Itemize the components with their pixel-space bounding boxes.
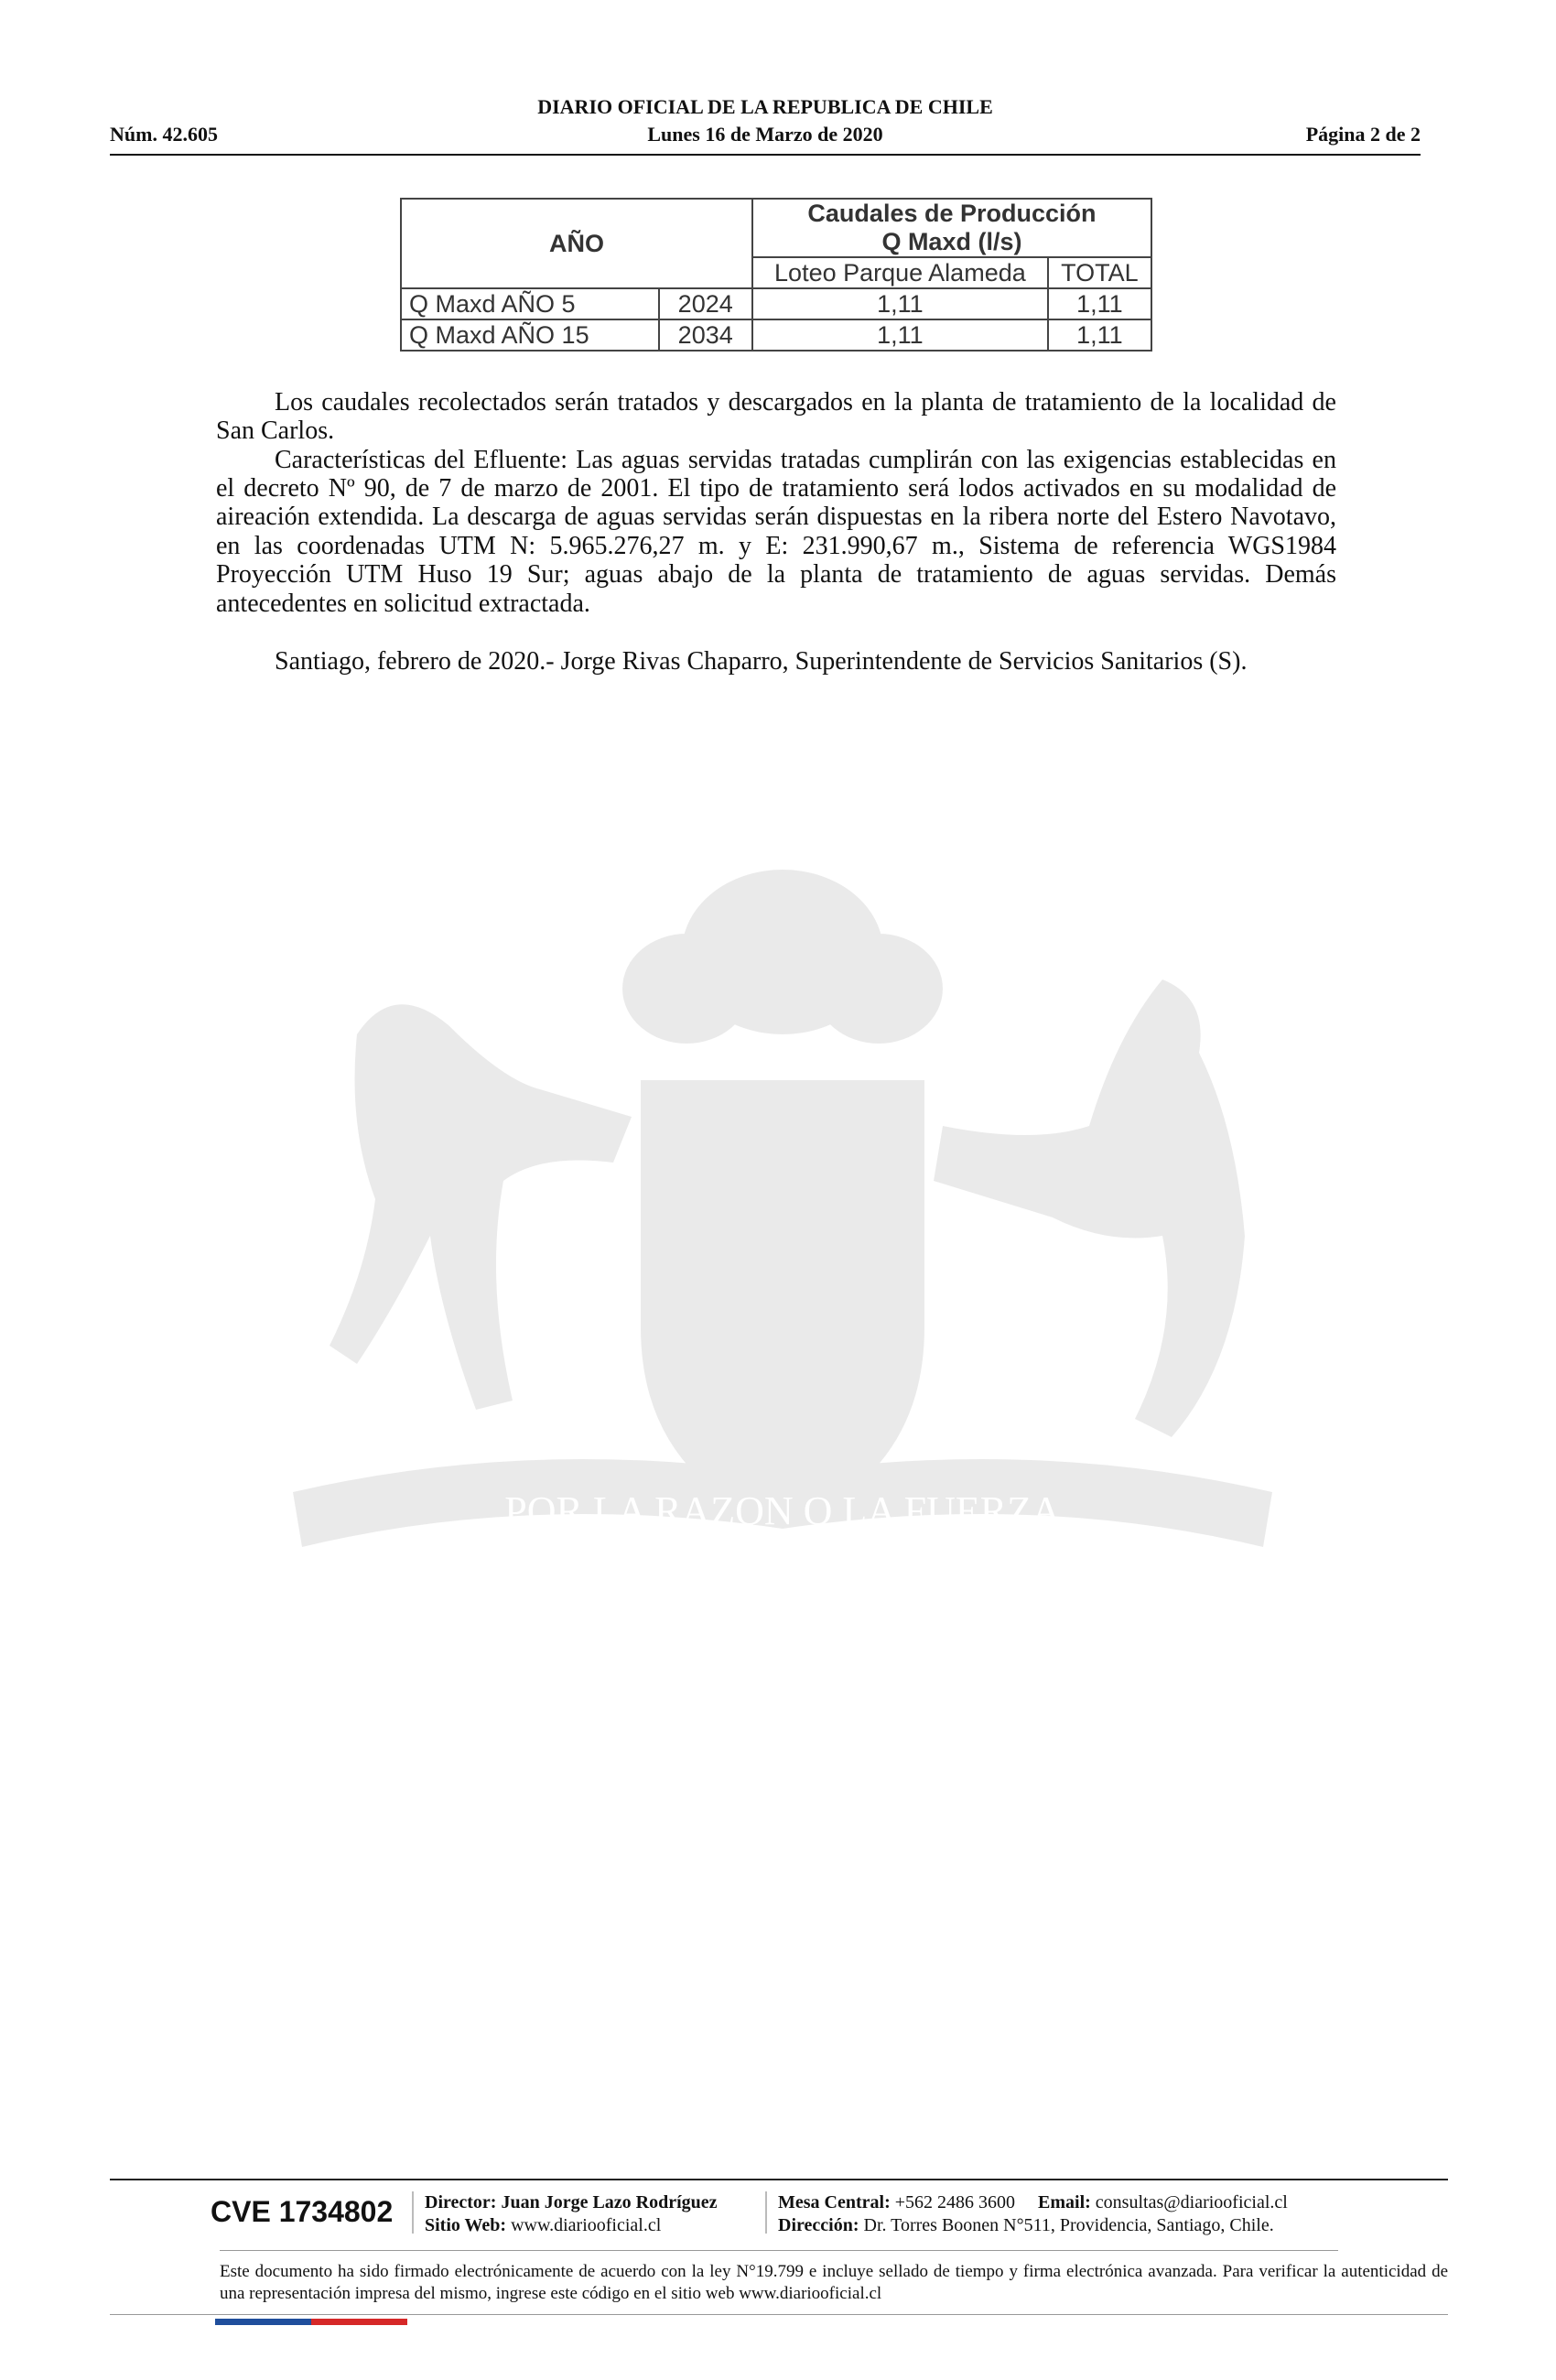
issue-date: Lunes 16 de Marzo de 2020: [647, 123, 883, 146]
row-label: Q Maxd AÑO 5: [401, 288, 659, 319]
coat-of-arms-watermark: [211, 851, 1355, 1639]
director-label: Director:: [425, 2192, 497, 2212]
footer-divider-bottom: [110, 2314, 1448, 2315]
page-header: [110, 92, 1421, 157]
director-name: Juan Jorge Lazo Rodríguez: [501, 2192, 718, 2212]
year-column-header: AÑO: [401, 199, 752, 288]
production-flow-table: [400, 198, 1152, 352]
flow-group-header-line1: Caudales de Producción: [807, 200, 1097, 227]
address-label: Dirección:: [778, 2215, 859, 2235]
flow-group-header-line2: Q Maxd (l/s): [881, 228, 1022, 255]
email-link[interactable]: consultas@diariooficial.cl: [1095, 2192, 1288, 2212]
paragraph-treatment: Los caudales recolectados serán tratados y descargados en la planta de tratamiento de la localidad de San Carlos.: [216, 388, 1336, 446]
flag-stripe-red: [311, 2319, 407, 2325]
row-total-value: 1,11: [1048, 319, 1151, 351]
row-loteo-value: 1,11: [752, 319, 1048, 351]
flag-stripe-blue: [215, 2319, 311, 2325]
email-label: Email:: [1038, 2192, 1091, 2212]
footer-contact-block: [778, 2191, 1288, 2237]
body-text: [216, 388, 1336, 676]
website-label: Sitio Web:: [425, 2215, 507, 2235]
address-value: Dr. Torres Boonen N°511, Providencia, Santiago, Chile.: [863, 2215, 1274, 2235]
total-column-header: TOTAL: [1048, 257, 1151, 288]
row-year: 2024: [659, 288, 752, 319]
page-indicator: Página 2 de 2: [1305, 123, 1421, 146]
row-label: Q Maxd AÑO 15: [401, 319, 659, 351]
row-loteo-value: 1,11: [752, 288, 1048, 319]
footer-divider-middle: [220, 2250, 1338, 2251]
cve-code: CVE 1734802: [211, 2195, 394, 2228]
coat-of-arms-motto: POR LA RAZON O LA FUERZA: [504, 1488, 1061, 1533]
footer-director-block: [425, 2191, 718, 2237]
phone-label: Mesa Central:: [778, 2192, 891, 2212]
gazette-title: DIARIO OFICIAL DE LA REPUBLICA DE CHILE: [537, 95, 993, 118]
footer-separator: [412, 2191, 414, 2234]
website-link[interactable]: www.diariooficial.cl: [511, 2215, 662, 2235]
loteo-column-header: Loteo Parque Alameda: [752, 257, 1048, 288]
table-row: [401, 319, 1151, 351]
row-year: 2034: [659, 319, 752, 351]
page-footer: [110, 2179, 1448, 2325]
issue-number: Núm. 42.605: [110, 123, 218, 146]
phone-number: +562 2486 3600: [894, 2192, 1016, 2212]
table-row: [401, 288, 1151, 319]
footer-divider-top: [110, 2179, 1448, 2180]
flow-group-header: [752, 199, 1151, 257]
paragraph-signature: Santiago, febrero de 2020.- Jorge Rivas Chaparro, Superintendente de Servicios Sanitarios (S).: [275, 646, 1248, 676]
paragraph-effluent: Características del Efluente: Las aguas servidas tratadas cumplirán con las exigencias establecidas en el decreto Nº 90, de 7 de marzo de 2001. El tipo de tratamiento será lodos activados en su modalidad de aireación extendida. La descarga de aguas servidas serán dispuestas en la ribera norte del Estero Navotavo, en las coordenadas UTM N: 5.965.276,27 m. y E: 231.990,67 m., Sistema de referencia WGS1984 Proyección UTM Huso 19 Sur; aguas abajo de la planta de tratamiento de aguas servidas. Demás antecedentes en solicitud extractada.: [216, 445, 1336, 618]
footer-separator: [765, 2191, 767, 2234]
row-total-value: 1,11: [1048, 288, 1151, 319]
flag-stripe: [215, 2319, 407, 2325]
header-divider: [110, 154, 1421, 156]
legal-notice: Este documento ha sido firmado electrónicamente de acuerdo con la ley N°19.799 e incluye sellado de tiempo y firma electrónica avanzada. Para verificar la autenticidad de una representación impresa del mismo, ingrese este código en el sitio web www.diariooficial.cl: [220, 2262, 1448, 2303]
